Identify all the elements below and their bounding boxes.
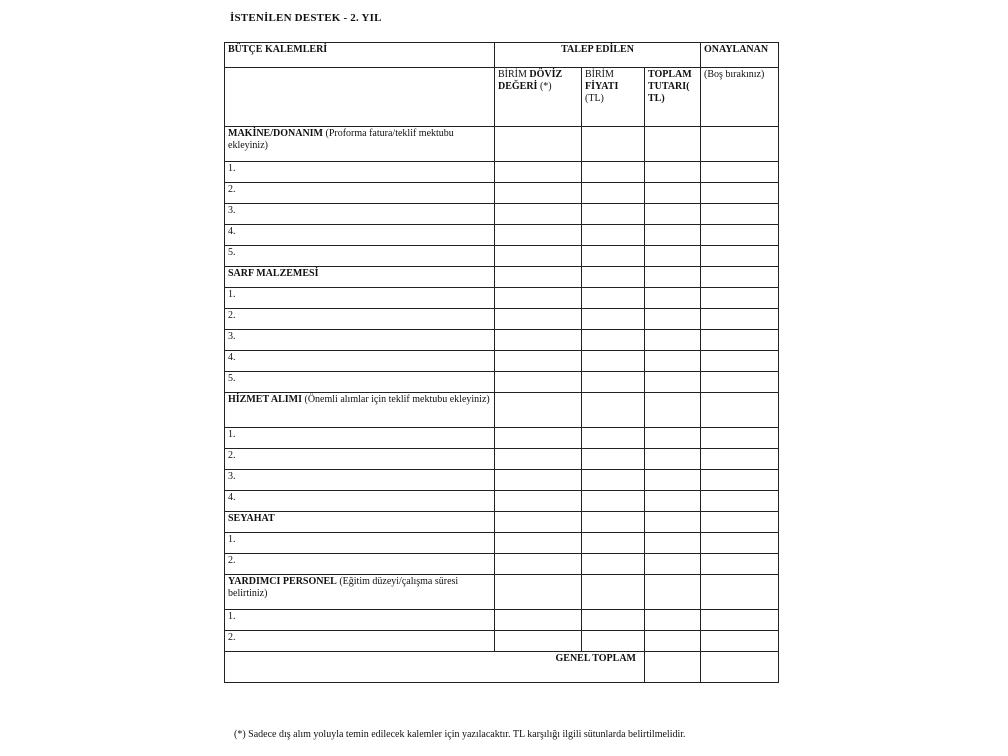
entry-cell[interactable] xyxy=(645,183,701,204)
unit-currency-suffix: (*) xyxy=(537,81,552,92)
unit-currency-header xyxy=(495,68,582,127)
entry-cell[interactable] xyxy=(582,351,645,372)
entry-cell[interactable] xyxy=(645,512,701,533)
entry-cell[interactable] xyxy=(495,393,582,428)
entry-cell[interactable] xyxy=(645,246,701,267)
section-title: HİZMET ALIMI xyxy=(228,394,302,405)
item-number[interactable]: 2. xyxy=(225,183,495,204)
entry-cell[interactable] xyxy=(495,428,582,449)
entry-cell[interactable] xyxy=(645,631,701,652)
entry-cell[interactable] xyxy=(645,533,701,554)
entry-cell[interactable] xyxy=(582,512,645,533)
entry-cell[interactable] xyxy=(495,351,582,372)
entry-cell[interactable] xyxy=(582,330,645,351)
entry-cell[interactable] xyxy=(495,127,582,162)
entry-cell[interactable] xyxy=(582,533,645,554)
entry-cell[interactable] xyxy=(701,372,779,393)
subheader-row xyxy=(225,68,779,127)
entry-cell[interactable] xyxy=(582,393,645,428)
unit-currency-bold1: DÖVİZ xyxy=(529,69,563,80)
approved-header: ONAYLANAN xyxy=(701,43,779,68)
entry-cell[interactable] xyxy=(495,554,582,575)
item-row xyxy=(225,631,779,652)
item-number[interactable]: 5. xyxy=(225,372,495,393)
entry-cell[interactable] xyxy=(645,330,701,351)
entry-cell[interactable] xyxy=(645,470,701,491)
leave-blank-note: (Boş bırakınız) xyxy=(701,68,779,127)
item-number[interactable]: 1. xyxy=(225,288,495,309)
grand-total-cell[interactable] xyxy=(645,652,701,683)
entry-cell[interactable] xyxy=(701,470,779,491)
entry-cell[interactable] xyxy=(495,288,582,309)
entry-cell[interactable] xyxy=(495,183,582,204)
entry-cell[interactable] xyxy=(495,491,582,512)
entry-cell[interactable] xyxy=(495,470,582,491)
entry-cell[interactable] xyxy=(701,575,779,610)
item-number[interactable]: 2. xyxy=(225,554,495,575)
item-row xyxy=(225,470,779,491)
entry-cell[interactable] xyxy=(701,183,779,204)
entry-cell[interactable] xyxy=(495,512,582,533)
item-number[interactable]: 3. xyxy=(225,330,495,351)
entry-cell[interactable] xyxy=(582,246,645,267)
section-title: MAKİNE/DONANIM xyxy=(228,128,323,139)
footnote: (*) Sadece dış alım yoluyla temin edilecek kalemler için yazılacaktır. TL karşılığı ilgili sütunlarda belirtilmelidir. xyxy=(234,729,686,740)
item-number[interactable]: 1. xyxy=(225,162,495,183)
item-number[interactable]: 2. xyxy=(225,449,495,470)
section-label xyxy=(225,512,495,533)
item-row xyxy=(225,246,779,267)
entry-cell[interactable] xyxy=(582,183,645,204)
item-row xyxy=(225,183,779,204)
entry-cell[interactable] xyxy=(701,162,779,183)
entry-cell[interactable] xyxy=(495,449,582,470)
entry-cell[interactable] xyxy=(495,225,582,246)
section-title: SARF MALZEMESİ xyxy=(228,268,319,279)
entry-cell[interactable] xyxy=(645,309,701,330)
section-row xyxy=(225,575,779,610)
entry-cell[interactable] xyxy=(701,533,779,554)
entry-cell[interactable] xyxy=(495,162,582,183)
item-row xyxy=(225,428,779,449)
entry-cell[interactable] xyxy=(582,204,645,225)
section-row xyxy=(225,393,779,428)
entry-cell[interactable] xyxy=(582,449,645,470)
header-row xyxy=(225,43,779,68)
item-number[interactable]: 2. xyxy=(225,309,495,330)
entry-cell[interactable] xyxy=(701,225,779,246)
item-number[interactable]: 3. xyxy=(225,204,495,225)
entry-cell[interactable] xyxy=(582,162,645,183)
entry-cell[interactable] xyxy=(582,225,645,246)
entry-cell[interactable] xyxy=(582,127,645,162)
item-number[interactable]: 1. xyxy=(225,610,495,631)
entry-cell[interactable] xyxy=(701,267,779,288)
entry-cell[interactable] xyxy=(645,204,701,225)
entry-cell[interactable] xyxy=(645,491,701,512)
entry-cell[interactable] xyxy=(582,554,645,575)
item-row xyxy=(225,372,779,393)
section-row xyxy=(225,267,779,288)
entry-cell[interactable] xyxy=(701,449,779,470)
entry-cell[interactable] xyxy=(645,428,701,449)
entry-cell[interactable] xyxy=(582,267,645,288)
item-row xyxy=(225,449,779,470)
section-title: SEYAHAT xyxy=(228,513,275,524)
entry-cell[interactable] xyxy=(645,267,701,288)
item-row xyxy=(225,288,779,309)
total-amount-header: TOPLAM TUTARI( TL) xyxy=(645,68,701,127)
entry-cell[interactable] xyxy=(645,393,701,428)
entry-cell[interactable] xyxy=(582,372,645,393)
item-number[interactable]: 1. xyxy=(225,428,495,449)
entry-cell[interactable] xyxy=(495,610,582,631)
entry-cell[interactable] xyxy=(701,631,779,652)
unit-price-bold: FİYATI xyxy=(585,81,619,92)
entry-cell[interactable] xyxy=(645,372,701,393)
entry-cell[interactable] xyxy=(495,372,582,393)
entry-cell[interactable] xyxy=(701,393,779,428)
item-number[interactable]: 4. xyxy=(225,491,495,512)
entry-cell[interactable] xyxy=(495,330,582,351)
item-row xyxy=(225,309,779,330)
grand-total-label: GENEL TOPLAM xyxy=(225,652,645,683)
entry-cell[interactable] xyxy=(701,351,779,372)
entry-cell[interactable] xyxy=(645,127,701,162)
entry-cell[interactable] xyxy=(645,610,701,631)
entry-cell[interactable] xyxy=(645,288,701,309)
subheader-blank-cell xyxy=(225,68,495,127)
item-number[interactable]: 3. xyxy=(225,470,495,491)
entry-cell[interactable] xyxy=(701,428,779,449)
grand-total-cell[interactable] xyxy=(701,652,779,683)
item-row xyxy=(225,225,779,246)
item-row xyxy=(225,162,779,183)
entry-cell[interactable] xyxy=(582,428,645,449)
entry-cell[interactable] xyxy=(645,162,701,183)
section-label xyxy=(225,267,495,288)
entry-cell[interactable] xyxy=(495,204,582,225)
entry-cell[interactable] xyxy=(495,533,582,554)
unit-currency-bold2: DEĞERİ xyxy=(498,81,538,92)
entry-cell[interactable] xyxy=(701,246,779,267)
item-number[interactable]: 4. xyxy=(225,225,495,246)
entry-cell[interactable] xyxy=(582,631,645,652)
section-label xyxy=(225,127,495,162)
item-row xyxy=(225,351,779,372)
entry-cell[interactable] xyxy=(495,575,582,610)
unit-currency-prefix: BİRİM xyxy=(498,69,530,80)
entry-cell[interactable] xyxy=(645,225,701,246)
item-number[interactable]: 4. xyxy=(225,351,495,372)
entry-cell[interactable] xyxy=(701,330,779,351)
entry-cell[interactable] xyxy=(701,610,779,631)
section-label xyxy=(225,575,495,610)
entry-cell[interactable] xyxy=(701,309,779,330)
section-note: (Proforma fatura/teklif mektubu ekleyiniz) xyxy=(228,128,454,151)
page-title: İSTENİLEN DESTEK - 2. YIL xyxy=(230,12,382,24)
budget-table xyxy=(224,42,779,683)
entry-cell[interactable] xyxy=(582,470,645,491)
section-title: YARDIMCI PERSONEL xyxy=(228,576,337,587)
entry-cell[interactable] xyxy=(582,288,645,309)
entry-cell[interactable] xyxy=(645,351,701,372)
entry-cell[interactable] xyxy=(645,575,701,610)
budget-items-header: BÜTÇE KALEMLERİ xyxy=(225,43,495,68)
section-label xyxy=(225,393,495,428)
unit-price-prefix: BİRİM xyxy=(585,69,614,80)
section-note: (Önemli alımlar için teklif mektubu ekleyiniz) xyxy=(302,394,490,405)
item-row xyxy=(225,204,779,225)
item-row xyxy=(225,610,779,631)
item-number[interactable]: 5. xyxy=(225,246,495,267)
entry-cell[interactable] xyxy=(582,491,645,512)
item-number[interactable]: 2. xyxy=(225,631,495,652)
entry-cell[interactable] xyxy=(495,246,582,267)
entry-cell[interactable] xyxy=(701,512,779,533)
entry-cell[interactable] xyxy=(701,554,779,575)
entry-cell[interactable] xyxy=(582,309,645,330)
entry-cell[interactable] xyxy=(701,288,779,309)
unit-price-suffix: (TL) xyxy=(585,93,604,104)
section-note: (Eğitim düzeyi/çalışma süresi belirtiniz) xyxy=(228,576,459,599)
entry-cell[interactable] xyxy=(645,449,701,470)
entry-cell[interactable] xyxy=(582,610,645,631)
entry-cell[interactable] xyxy=(495,267,582,288)
item-row xyxy=(225,554,779,575)
item-number[interactable]: 1. xyxy=(225,533,495,554)
total-row xyxy=(225,652,779,683)
section-row xyxy=(225,512,779,533)
entry-cell[interactable] xyxy=(495,309,582,330)
entry-cell[interactable] xyxy=(701,127,779,162)
section-row xyxy=(225,127,779,162)
entry-cell[interactable] xyxy=(495,631,582,652)
entry-cell[interactable] xyxy=(701,491,779,512)
unit-price-header xyxy=(582,68,645,127)
entry-cell[interactable] xyxy=(645,554,701,575)
entry-cell[interactable] xyxy=(701,204,779,225)
requested-header: TALEP EDİLEN xyxy=(495,43,701,68)
item-row xyxy=(225,533,779,554)
entry-cell[interactable] xyxy=(582,575,645,610)
item-row xyxy=(225,491,779,512)
item-row xyxy=(225,330,779,351)
